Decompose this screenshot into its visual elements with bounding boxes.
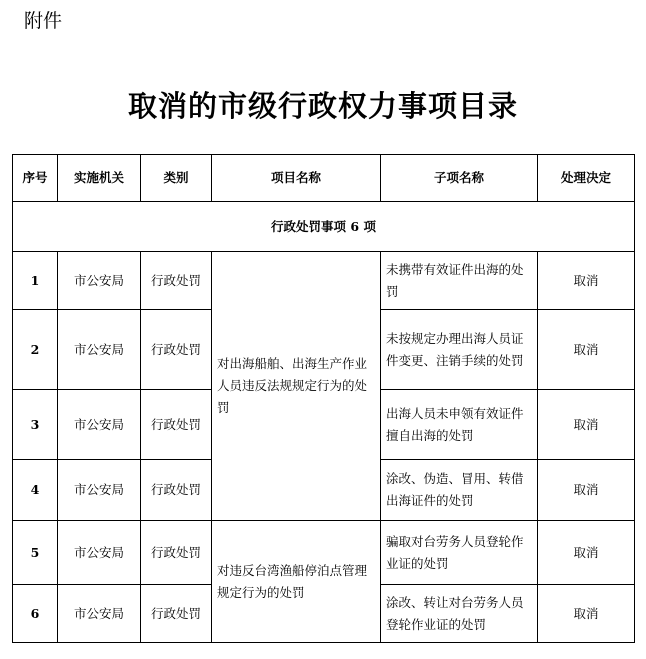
row-no: 4 xyxy=(13,460,58,521)
row-category: 行政处罚 xyxy=(141,521,212,585)
row-project: 对违反台湾渔船停泊点管理规定行为的处罚 xyxy=(212,521,381,643)
header-subitem: 子项名称 xyxy=(381,155,538,202)
row-category: 行政处罚 xyxy=(141,310,212,390)
row-decision: 取消 xyxy=(538,521,635,585)
row-subitem: 骗取对台劳务人员登轮作业证的处罚 xyxy=(381,521,538,585)
row-subitem: 出海人员未申领有效证件擅自出海的处罚 xyxy=(381,390,538,460)
row-category: 行政处罚 xyxy=(141,390,212,460)
section-row xyxy=(13,202,635,252)
row-agency: 市公安局 xyxy=(58,521,141,585)
row-agency: 市公安局 xyxy=(58,252,141,310)
row-agency: 市公安局 xyxy=(58,460,141,521)
header-project: 项目名称 xyxy=(212,155,381,202)
section-label: 行政处罚事项 6 项 xyxy=(13,202,635,252)
power-items-table xyxy=(12,154,635,643)
row-decision: 取消 xyxy=(538,585,635,643)
row-agency: 市公安局 xyxy=(58,585,141,643)
row-decision: 取消 xyxy=(538,310,635,390)
row-agency: 市公安局 xyxy=(58,310,141,390)
header-category: 类别 xyxy=(141,155,212,202)
row-subitem: 未携带有效证件出海的处罚 xyxy=(381,252,538,310)
attachment-label: 附件 xyxy=(24,10,63,32)
row-category: 行政处罚 xyxy=(141,460,212,521)
table-header-row xyxy=(13,155,635,202)
row-category: 行政处罚 xyxy=(141,585,212,643)
row-decision: 取消 xyxy=(538,460,635,521)
page-title: 取消的市级行政权力事项目录 xyxy=(127,89,518,123)
table-row xyxy=(13,252,635,310)
row-no: 2 xyxy=(13,310,58,390)
header-decision: 处理决定 xyxy=(538,155,635,202)
table-row xyxy=(13,521,635,585)
row-no: 3 xyxy=(13,390,58,460)
row-subitem: 涂改、转让对台劳务人员登轮作业证的处罚 xyxy=(381,585,538,643)
row-no: 5 xyxy=(13,521,58,585)
row-no: 6 xyxy=(13,585,58,643)
row-agency: 市公安局 xyxy=(58,390,141,460)
row-decision: 取消 xyxy=(538,390,635,460)
row-category: 行政处罚 xyxy=(141,252,212,310)
row-no: 1 xyxy=(13,252,58,310)
header-no: 序号 xyxy=(13,155,58,202)
header-agency: 实施机关 xyxy=(58,155,141,202)
row-project: 对出海船舶、出海生产作业人员违反法规规定行为的处罚 xyxy=(212,252,381,521)
row-decision: 取消 xyxy=(538,252,635,310)
row-subitem: 未按规定办理出海人员证件变更、注销手续的处罚 xyxy=(381,310,538,390)
row-subitem: 涂改、伪造、冒用、转借出海证件的处罚 xyxy=(381,460,538,521)
